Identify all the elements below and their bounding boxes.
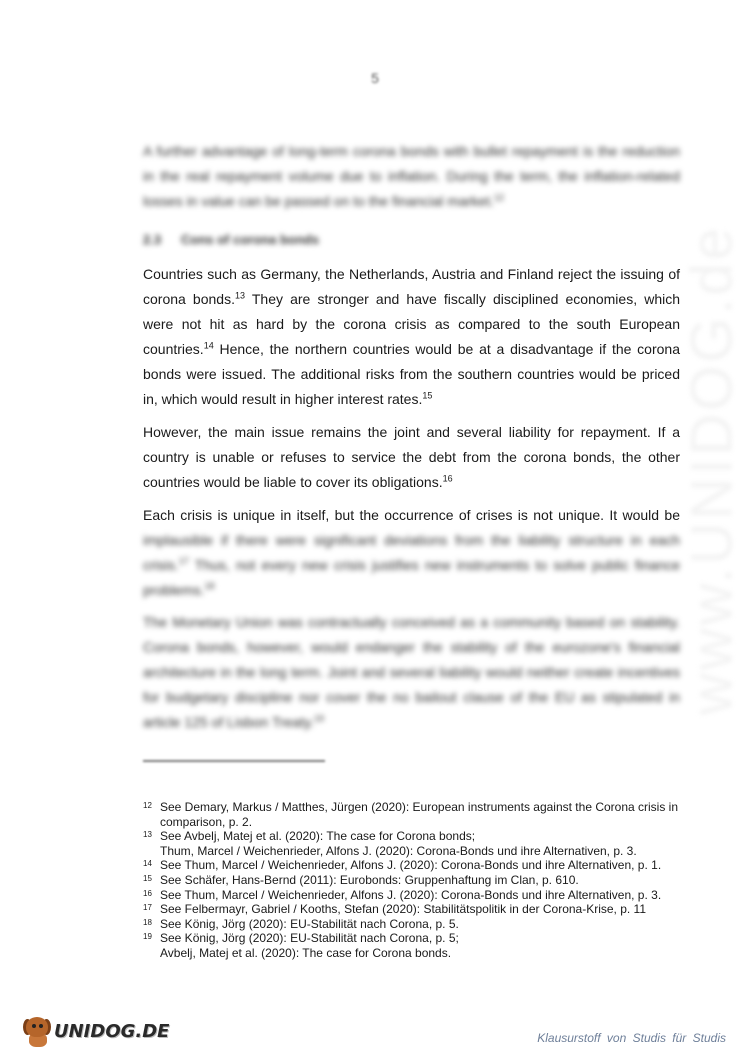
footnote-15: 15 See Schäfer, Hans-Bernd (2011): Eurobonds: Gruppenhaftung im Clan, p. 610.: [143, 872, 579, 887]
watermark: www.UNIDOG.de: [679, 224, 745, 716]
dog-mascot-icon: [22, 1014, 52, 1048]
paragraph-pros-inflation: A further advantage of long-term corona bonds with bullet repayment is the reduction in the real repayment volume due to inflation. During the term, the inflation-related losses in value can be passed on to the financial market.$^{12}$: [143, 143, 680, 209]
footnote-18: 18 See König, Jörg (2020): EU-Stabilität nach Corona, p. 5.: [143, 916, 459, 931]
paragraph-rejecting-countries: Countries such as Germany, the Netherlands, Austria and Finland reject the issuing of corona bonds.$^{13}$ They are stronger and have fiscally disciplined economies, which were not hit as hard by the corona crisis as compared to the south European countries.$^{14}$ Hence, the northern countries would be at a disadvantage if the corona bonds were issued. The additional risks from the southern countries would be priced in, which would result in higher interest rates.$^{15}$: [143, 266, 681, 407]
footnote-13: 13 See Avbelj, Matej et al. (2020): The case for Corona bonds; Thum, Marcel / Weichenrieder, Alfons J. (2020): Corona-Bonds und ihre Alternativen, p. 3.: [143, 829, 637, 858]
paragraph-joint-liability: However, the main issue remains the joint and several liability for repayment. If a country is unable or refuses to service the debt from the corona bonds, the other countries would be liable to cover its obligations.$^{16}$: [143, 424, 680, 490]
footer-tagline: Klausurstoff von Studis für Studis: [537, 1031, 726, 1045]
footnote-17: 17 See Felbermayr, Gabriel / Kooths, Stefan (2020): Stabilitätspolitik in der Corona-Krise, p. 11: [143, 902, 647, 917]
footnote-14: 14 See Thum, Marcel / Weichenrieder, Alfons J. (2020): Corona-Bonds und ihre Alternativen, p. 1.: [143, 858, 662, 873]
footnote-12: 12 See Demary, Markus / Matthes, Jürgen (2020): European instruments against the Corona crisis in comparison, p. 2.: [143, 800, 679, 829]
page-number: 5: [371, 70, 379, 86]
section-heading: [143, 232, 319, 247]
footnotes-list: [143, 800, 683, 961]
logo-text: UNIDOG.DE: [54, 1020, 170, 1042]
footnote-separator: [143, 760, 325, 762]
section-number: 2.3: [143, 232, 162, 247]
footnote-19: 19 See König, Jörg (2020): EU-Stabilität nach Corona, p. 5; Avbelj, Matej et al. (2020): The case for Corona bonds.: [143, 931, 459, 960]
paragraph-crisis-unique: Each crisis is unique in itself, but the occurrence of crises is not unique. It would be implausible if there were significant deviations from the liability structure in each crisis.$^{17}$ Thus, not every new crisis justifies new instruments to solve public finance problems.$^{18}$: [143, 507, 680, 598]
section-title: Cons of corona bonds: [181, 232, 319, 247]
unidog-logo[interactable]: [22, 1014, 169, 1048]
paragraph-monetary-union: The Monetary Union was contractually conceived as a community based on stability. Corona bonds, however, would endanger the stability of the eurozone's financial architecture in the long term. Joint and several liability would neither create incentives for budgetary discipline nor cover the no bailout clause of the EU as stipulated in article 125 of Lisbon Treaty.$^{19}$: [143, 614, 680, 730]
footnote-16: 16 See Thum, Marcel / Weichenrieder, Alfons J. (2020): Corona-Bonds und ihre Alternativen, p. 3.: [143, 887, 662, 902]
